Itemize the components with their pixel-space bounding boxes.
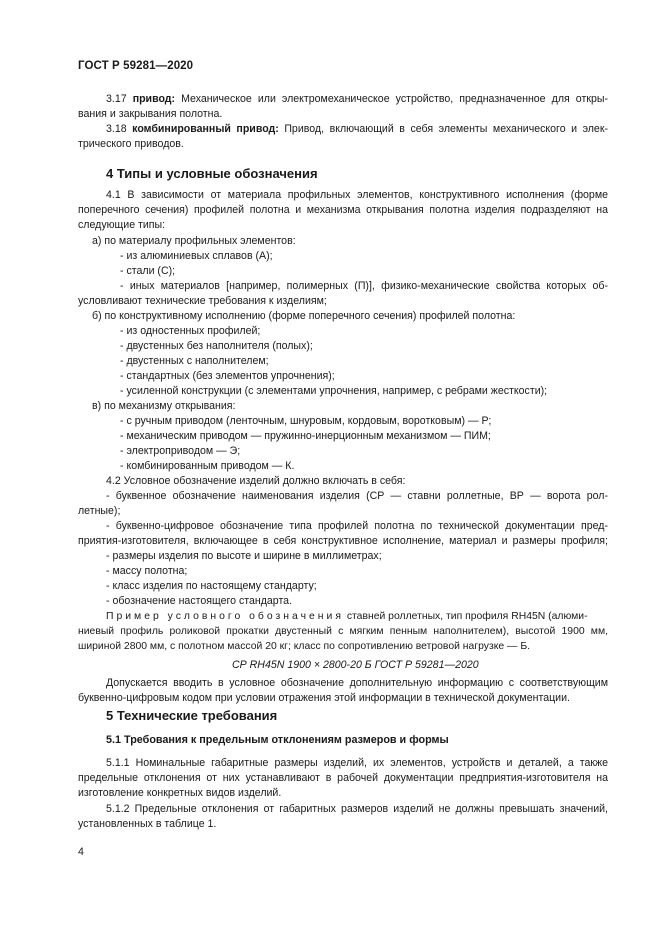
term-number: 3.18: [106, 123, 127, 135]
paragraph-4-1-line3: следующие типы:: [78, 219, 166, 231]
list-a-item-2: - стали (С);: [120, 265, 176, 277]
example-line3: шириной 2800 мм, с полотном массой 20 кг; класс по сопротивлению ветровой нагрузке — Б.: [78, 641, 531, 652]
example-text: ставней роллетных, тип профиля RH45N (алюми-: [343, 611, 588, 622]
section-4-heading: 4 Типы и условные обозначения: [106, 166, 318, 181]
list-c-item-2: - механическим приводом — пружинно-инерционным механизмом — ПИМ;: [120, 430, 491, 442]
term-3-17-line1: [78, 92, 608, 106]
list-c-heading: в) по механизму открывания:: [92, 400, 236, 412]
list-b-item-5: - усиленной конструкции (с элементами упрочнения, например, с ребрами жесткости);: [120, 385, 548, 397]
paragraph-4-2-item-1: - размеры изделия по высоте и ширине в миллиметрах;: [106, 550, 382, 562]
paragraph-4-2-dash2-line2: приятия-изготовителя, включающее в себя конструктивное исполнение, материал и размеры профиля;: [78, 535, 608, 547]
example-line1: [106, 610, 608, 624]
list-a-item-3-line2: условливают технические требования к изделиям;: [78, 295, 327, 307]
example-designation: СР RH45N 1900 × 2800-20 Б ГОСТ Р 59281—2020: [232, 659, 479, 671]
list-b-item-3: - двустенных с наполнителем;: [120, 355, 269, 367]
paragraph-5-1-1-line3: изготовление конкретных видов изделий.: [78, 787, 282, 799]
paragraph-5-1-2-line1: 5.1.2 Предельные отклонения от габаритных размеров изделий не должны превышать значений,: [106, 803, 608, 815]
paragraph-4-1-line2: поперечного сечения) профилей полотна и механизма открывания полотна изделия подразделяют на: [78, 204, 608, 216]
subsection-5-1-heading: 5.1 Требования к предельным отклонениям размеров и формы: [106, 734, 449, 746]
list-c-item-3: - электроприводом — Э;: [120, 445, 241, 457]
document-id-header: ГОСТ Р 59281—2020: [78, 60, 194, 72]
paragraph-5-1-2-line2: установленных в таблице 1.: [78, 818, 217, 830]
page-number: 4: [78, 846, 84, 858]
list-a-heading: а) по материалу профильных элементов:: [92, 235, 296, 247]
paragraph-4-2-dash1-line2: летные);: [78, 505, 121, 517]
term-3-17-line2: вания и закрывания полотна.: [78, 108, 223, 120]
term-name: комбинированный привод:: [132, 123, 279, 135]
term-3-18-line2: трического приводов.: [78, 138, 184, 150]
list-a-item-1: - из алюминиевых сплавов (А);: [120, 250, 273, 262]
list-c-item-1: - с ручным приводом (ленточным, шнуровым, кордовым, воротковым) — Р;: [120, 415, 492, 427]
paragraph-4-1-line1: 4.1 В зависимости от материала профильных элементов, конструктивного исполнения (форме: [106, 189, 608, 201]
example-line2: ниевый профиль роликовой прокатки двустенный с мягким пенным наполнителем), высотой 1900 мм,: [78, 626, 608, 637]
paragraph-4-2-dash2-line1: - буквенно-цифровое обозначение типа профилей полотна по технической документации пред-: [106, 520, 608, 532]
paragraph-4-2-item-2: - массу полотна;: [106, 565, 188, 577]
paragraph-5-1-1-line1: 5.1.1 Номинальные габаритные размеры изделий, их элементов, устройств и деталей, а также: [106, 757, 608, 769]
section-5-heading: 5 Технические требования: [106, 708, 278, 723]
list-a-item-3-line1: - иных материалов [например, полимерных (П)], физико-механические свойства которых об-: [120, 280, 608, 292]
term-number: 3.17: [106, 93, 127, 105]
paragraph-4-2-item-4: - обозначение настоящего стандарта.: [106, 595, 293, 607]
paragraph-extra-line1: Допускается вводить в условное обозначение дополнительную информацию с соответствующим: [106, 677, 608, 689]
paragraph-4-2-heading: 4.2 Условное обозначение изделий должно включать в себя:: [106, 475, 406, 487]
term-name: привод:: [132, 93, 176, 105]
list-b-heading: б) по конструктивному исполнению (форме поперечного сечения) профилей полотна:: [92, 310, 516, 322]
term-3-18-line1: [78, 122, 608, 136]
list-c-item-4: - комбинированным приводом — К.: [120, 460, 295, 472]
list-b-item-2: - двустенных без наполнителя (полых);: [120, 340, 313, 352]
paragraph-4-2-item-3: - класс изделия по настоящему стандарту;: [106, 580, 317, 592]
example-label: Пример условного обозначения: [106, 611, 344, 622]
list-b-item-4: - стандартных (без элементов упрочнения);: [120, 370, 335, 382]
term-definition: Привод, включающий в себя элементы механического и элек-: [278, 123, 608, 135]
term-definition: Механическое или электромеханическое устройство, предназначенное для откры-: [175, 93, 608, 105]
paragraph-4-2-dash1-line1: - буквенное обозначение наименования изделия (СР — ставни роллетные, ВР — ворота рол-: [106, 490, 608, 502]
paragraph-extra-line2: буквенно-цифровым кодом при условии отражения этой информации в технической документации.: [78, 692, 570, 704]
paragraph-5-1-1-line2: предельные отклонения от них устанавливают в рабочей документации предприятия-изготовителя на: [78, 772, 608, 784]
list-b-item-1: - из одностенных профилей;: [120, 325, 261, 337]
